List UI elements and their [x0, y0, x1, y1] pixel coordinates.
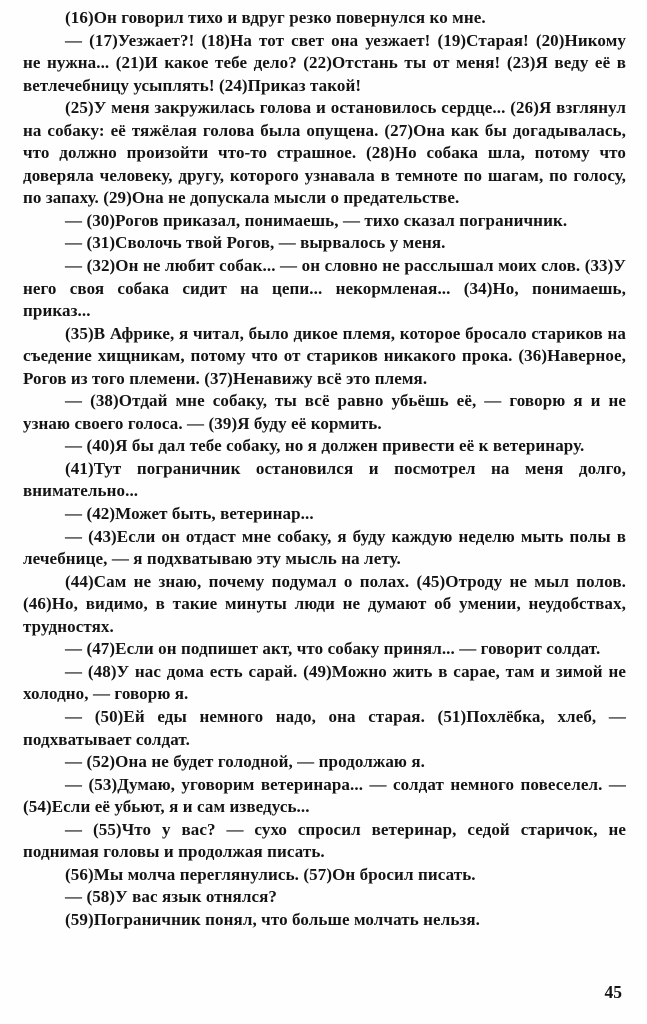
paragraph: — (40)Я бы дал тебе собаку, но я должен привести её к ветеринару.	[65, 436, 585, 456]
paragraph: — (32)Он не любит собак... — он словно не расслышал моих слов. (33)У него своя собака сидит на цепи... некормленая... (34)Но, понимаешь, приказ...	[23, 256, 626, 321]
paragraph: — (48)У нас дома есть сарай. (49)Можно жить в сарае, там и зимой не холодно, — говорю я.	[23, 661, 626, 704]
paragraph: (25)У меня закружилась голова и остановилось сердце... (26)Я взглянул на собаку: её тяжёлая голова была опущена. (27)Она как бы догадывалась, что должно произойти что-то страшное. (28)Но собака шла, потому что доверяла человеку, другу, которого узнавала в темноте по шагам, по голосу, по запаху. (29)Она не допускала мысли о предательстве.	[23, 98, 626, 208]
paragraph: (56)Мы молча переглянулись. (57)Он бросил писать.	[65, 864, 476, 884]
paragraph: (35)В Африке, я читал, было дикое племя, которое бросало стариков на съедение хищникам, потому что от стариков никакого прока. (36)Наверное, Рогов из того племени. (37)Ненавижу всё это племя.	[23, 323, 626, 388]
paragraph: (44)Сам не знаю, почему подумал о полах. (45)Отроду не мыл полов. (46)Но, видимо, в такие минуты люди не думают об умении, неудобствах, трудностях.	[23, 571, 626, 636]
paragraph: — (55)Что у вас? — сухо спросил ветеринар, седой старичок, не поднимая головы и продолжая писать.	[23, 819, 626, 862]
paragraph: — (52)Она не будет голодной, — продолжаю я.	[65, 752, 426, 772]
page-number: 45	[604, 982, 622, 1002]
paragraph: — (50)Ей еды немного надо, она старая. (51)Похлёбка, хлеб, — подхватывает солдат.	[23, 706, 626, 749]
paragraph: (41)Тут пограничник остановился и посмотрел на меня долго, внимательно...	[23, 458, 626, 501]
paragraph: — (17)Уезжает?! (18)На тот свет она уезжает! (19)Старая! (20)Никому не нужна... (21)И какое тебе дело? (22)Отстань ты от меня! (23)Я веду её в ветлечебницу усыплять! (24)Приказ такой!	[23, 30, 626, 95]
paragraph: — (58)У вас язык отнялся?	[65, 887, 278, 907]
paragraph: — (31)Сволочь твой Рогов, — вырвалось у меня.	[65, 233, 446, 253]
paragraph: (16)Он говорил тихо и вдруг резко повернулся ко мне.	[65, 8, 486, 27]
text-block	[23, 7, 626, 931]
paragraph: — (43)Если он отдаст мне собаку, я буду каждую неделю мыть полы в лечебнице, — я подхватываю эту мысль на лету.	[23, 526, 626, 569]
paragraph: — (38)Отдай мне собаку, ты всё равно убьёшь её, — говорю я и не узнаю своего голоса. — (39)Я буду её кормить.	[23, 391, 626, 433]
paragraph: — (47)Если он подпишет акт, что собаку принял... — говорит солдат.	[65, 639, 601, 659]
paragraph: — (53)Думаю, уговорим ветеринара... — солдат немного повеселел. — (54)Если её убьют, я и сам изведусь...	[23, 774, 626, 817]
paragraph: (59)Пограничник понял, что больше молчать нельзя.	[65, 909, 480, 929]
paragraph: — (42)Может быть, ветеринар...	[65, 504, 314, 524]
paragraph: — (30)Рогов приказал, понимаешь, — тихо сказал пограничник.	[65, 210, 568, 230]
